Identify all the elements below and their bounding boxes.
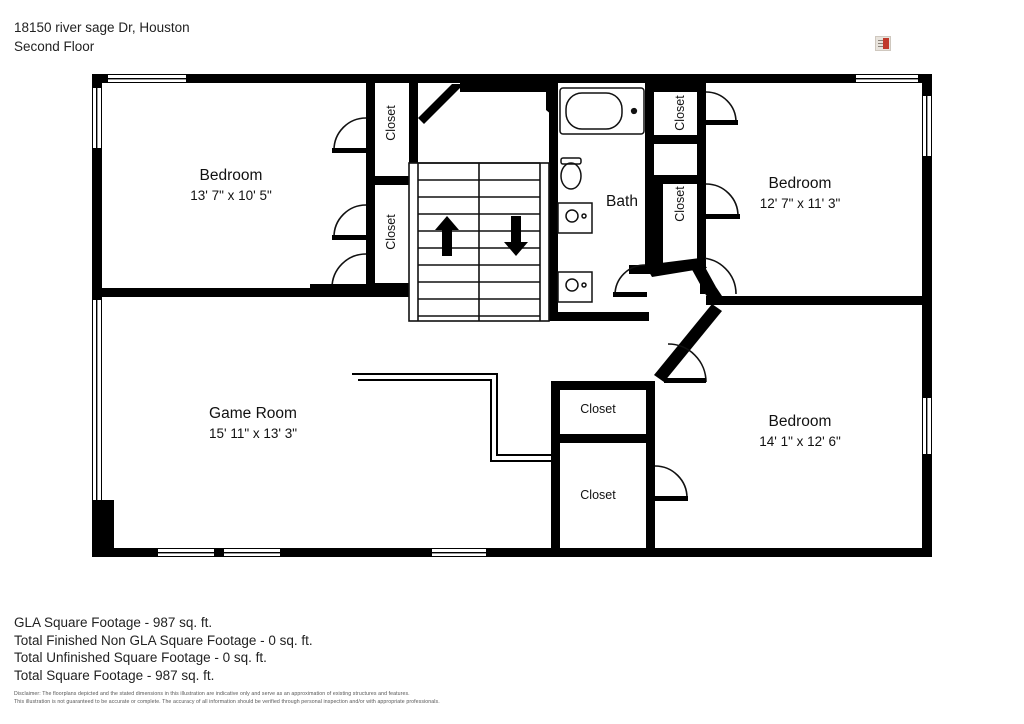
room-label-bedroom-top-right [760,174,841,213]
total-square-footage: Total Square Footage - 987 sq. ft. [14,667,215,683]
room-name: Bedroom [768,175,832,192]
room-label-bath [606,192,638,212]
room-dimensions: 12' 7" x 11' 3" [759,196,841,211]
floor-label: Second Floor [14,39,95,54]
square-footage-summary [14,614,313,684]
room-name: Bedroom [199,167,263,184]
disclaimer-line-2: This illustration is not guaranteed to be accurate or complete. The accuracy of all information should be verified through personal inspection and/or with appropriate professionals. [14,699,440,705]
room-name: Bath [606,193,638,210]
disclaimer-text [14,690,440,706]
room-dimensions: 14' 1" x 12' 6" [759,434,841,449]
game-room-niche [352,374,551,461]
closet-label-center-upper: Closet [580,402,616,416]
room-name: Game Room [209,405,297,422]
room-label-game-room [209,404,297,443]
room-name: Bedroom [768,413,832,430]
room-label-bedroom-left [190,166,272,205]
room-dimensions: 15' 11" x 13' 3" [208,426,298,441]
non-gla-square-footage: Total Finished Non GLA Square Footage - 0 sq. ft. [14,632,313,648]
unfinished-square-footage: Total Unfinished Square Footage - 0 sq. ft. [14,650,267,665]
room-label-bedroom-bottom-right [759,412,841,451]
toilet-icon [561,158,581,189]
room-dimensions: 13' 7" x 10' 5" [190,188,272,203]
sink-upper-icon [558,203,592,233]
closet-label-left-lower: Closet [384,214,398,250]
closet-label-left-upper: Closet [384,105,398,141]
closet-label-right-upper: Closet [673,95,687,131]
property-address: 18150 river sage Dr, Houston [14,20,190,35]
disclaimer-line-1: Disclaimer: The floorplans depicted and the stated dimensions in this illustration are indicative only and serve as an approximation of existing structures and features. [14,691,410,697]
gla-square-footage: GLA Square Footage - 987 sq. ft. [14,615,213,630]
closet-label-right-lower: Closet [673,186,687,222]
sink-lower-icon [558,272,592,302]
closet-label-center-lower: Closet [580,488,616,502]
